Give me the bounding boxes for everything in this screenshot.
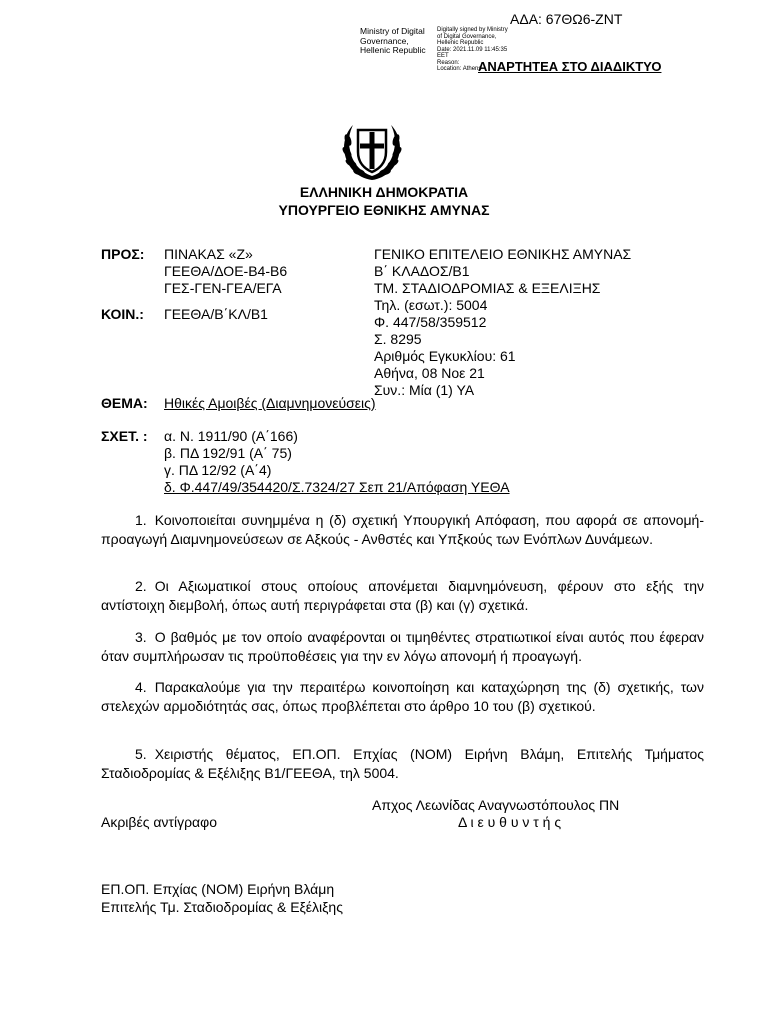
signer-title: Δ ι ε υ θ υ ν τ ή ς [458, 814, 562, 830]
paragraph-text: Οι Αξιωματικοί στους οποίους απονέμεται διαμνημόνευση, φέρουν στο εξής την αντίστοιχη διεμβολή, όπως αυτή περιγράφεται στα (β) και (γ) σχετικά. [101, 578, 704, 613]
signature-org-line: Hellenic Republic [360, 45, 426, 55]
pros-item: ΠΙΝΑΚΑΣ «Ζ» [164, 246, 253, 262]
sender-line: Συν.: Μία (1) ΥΑ [374, 382, 475, 398]
signature-detail-line: Reason: [437, 59, 460, 66]
signature-detail-line: of Digital Governance, [437, 33, 497, 40]
signature-org-line: Ministry of Digital [360, 26, 425, 36]
references-label: ΣΧΕΤ. : [101, 428, 148, 444]
signature-detail-line: EET [437, 53, 449, 59]
signature-detail-line: Location: Athens [437, 66, 482, 72]
reference-item: α. Ν. 1911/90 (Α΄166) [164, 428, 298, 444]
issuer-line-2: ΥΠΟΥΡΓΕΙΟ ΕΘΝΙΚΗΣ ΑΜΥΝΑΣ [278, 202, 490, 218]
paragraph-number: 1. [135, 512, 147, 528]
sender-line: Τηλ. (εσωτ.): 5004 [374, 297, 488, 313]
paragraph-1 [101, 511, 704, 549]
sender-line: Αριθμός Εγκυκλίου: 61 [374, 348, 516, 364]
paragraph-text: Ο βαθμός με τον οποίο αναφέρονται οι τιμηθέντες στρατιωτικοί είναι αυτός που έφεραν όταν συμπλήρωσαν τις προϋποθέσεις για την εν λόγω απονομή ή προαγωγή. [101, 629, 704, 664]
handler-name: ΕΠ.ΟΠ. Επχίας (ΝΟΜ) Ειρήνη Βλάμη [101, 881, 335, 897]
true-copy-label: Ακριβές αντίγραφο [101, 814, 217, 830]
koin-label: ΚΟΙΝ.: [101, 306, 144, 322]
subject-label: ΘΕΜΑ: [101, 395, 148, 411]
ada-code: ΑΔΑ: 67ΘΩ6-ΖΝΤ [510, 11, 623, 27]
sender-line: Φ. 447/58/359512 [374, 314, 487, 330]
references-list [164, 428, 510, 496]
reference-item: δ. Φ.447/49/354420/Σ.7324/27 Σεπ 21/Απόφαση ΥΕΘΑ [164, 479, 510, 495]
coat-of-arms-emblem [339, 118, 405, 184]
signature-org [360, 27, 426, 56]
koin-item: ΓΕΕΘΑ/Β΄ΚΛ/Β1 [164, 306, 268, 322]
signer-name: Απχος Λεωνίδας Αναγνωστόπουλος ΠΝ [372, 797, 620, 813]
signature-detail-line: Date: 2021.11.09 11:45:35 [437, 46, 508, 53]
subject-text: Ηθικές Αμοιβές (Διαμνημονεύσεις) [164, 395, 376, 411]
paragraph-number: 4. [135, 679, 147, 695]
pros-item: ΓΕΣ-ΓΕΝ-ΓΕΑ/ΕΓΑ [164, 280, 282, 296]
signature-detail-line: Hellenic Republic [437, 40, 484, 46]
pros-list [164, 246, 287, 297]
paragraph-5 [101, 745, 704, 783]
pros-item: ΓΕΕΘΑ/ΔΟΕ-Β4-Β6 [164, 263, 288, 279]
publish-notice: ΑΝΑΡΤΗΤΕΑ ΣΤΟ ΔΙΑΔΙΚΤΥΟ [478, 59, 662, 74]
paragraph-text: Κοινοποιείται συνημμένα η (δ) σχετική Υπουργική Απόφαση, που αφορά σε απονομή-προαγωγή Διαμνημονεύσεων σε Αξκούς - Ανθστές και Υπξκούς των Ενόπλων Δυνάμεων. [101, 512, 704, 547]
issuer-line-1: ΕΛΛΗΝΙΚΗ ΔΗΜΟΚΡΑΤΙΑ [299, 184, 469, 200]
sender-line: ΤΜ. ΣΤΑΔΙΟΔΡΟΜΙΑΣ & ΕΞΕΛΙΞΗΣ [374, 280, 601, 296]
paragraph-text: Παρακαλούμε για την περαιτέρω κοινοποίηση και καταχώρηση της (δ) σχετικής, των στελεχών αρμοδιότητάς σας, όπως προβλέπεται στο άρθρο 10 του (β) σχετικού. [101, 679, 704, 714]
reference-item: γ. ΠΔ 12/92 (Α΄4) [164, 462, 272, 478]
paragraph-4 [101, 678, 704, 716]
koin-list [164, 306, 268, 323]
sender-line: ΓΕΝΙΚΟ ΕΠΙΤΕΛΕΙΟ ΕΘΝΙΚΗΣ ΑΜΥΝΑΣ [374, 246, 632, 262]
reference-item: β. ΠΔ 192/91 (Α΄ 75) [164, 445, 292, 461]
paragraph-2 [101, 577, 704, 615]
signature-detail-line: Digitally signed by Ministry [437, 27, 508, 33]
pros-label: ΠΡΟΣ: [101, 246, 145, 262]
sender-block [374, 246, 631, 399]
sender-line: Β΄ ΚΛΑΔΟΣ/Β1 [374, 263, 470, 279]
sender-line: Αθήνα, 08 Νοε 21 [374, 365, 485, 381]
signature-org-line: Governance, [360, 35, 409, 46]
sender-line: Σ. 8295 [374, 331, 422, 347]
paragraph-text: Χειριστής θέματος, ΕΠ.ΟΠ. Επχίας (ΝΟΜ) Ειρήνη Βλάμη, Επιτελής Τμήματος Σταδιοδρομίας & Εξέλιξης Β1/ΓΕΕΘΑ, τηλ 5004. [101, 746, 704, 781]
handler-title: Επιτελής Τμ. Σταδιοδρομίας & Εξέλιξης [101, 899, 343, 915]
paragraph-number: 5. [135, 746, 147, 762]
paragraph-number: 2. [135, 578, 147, 594]
paragraph-number: 3. [135, 629, 147, 645]
paragraph-3 [101, 628, 704, 666]
